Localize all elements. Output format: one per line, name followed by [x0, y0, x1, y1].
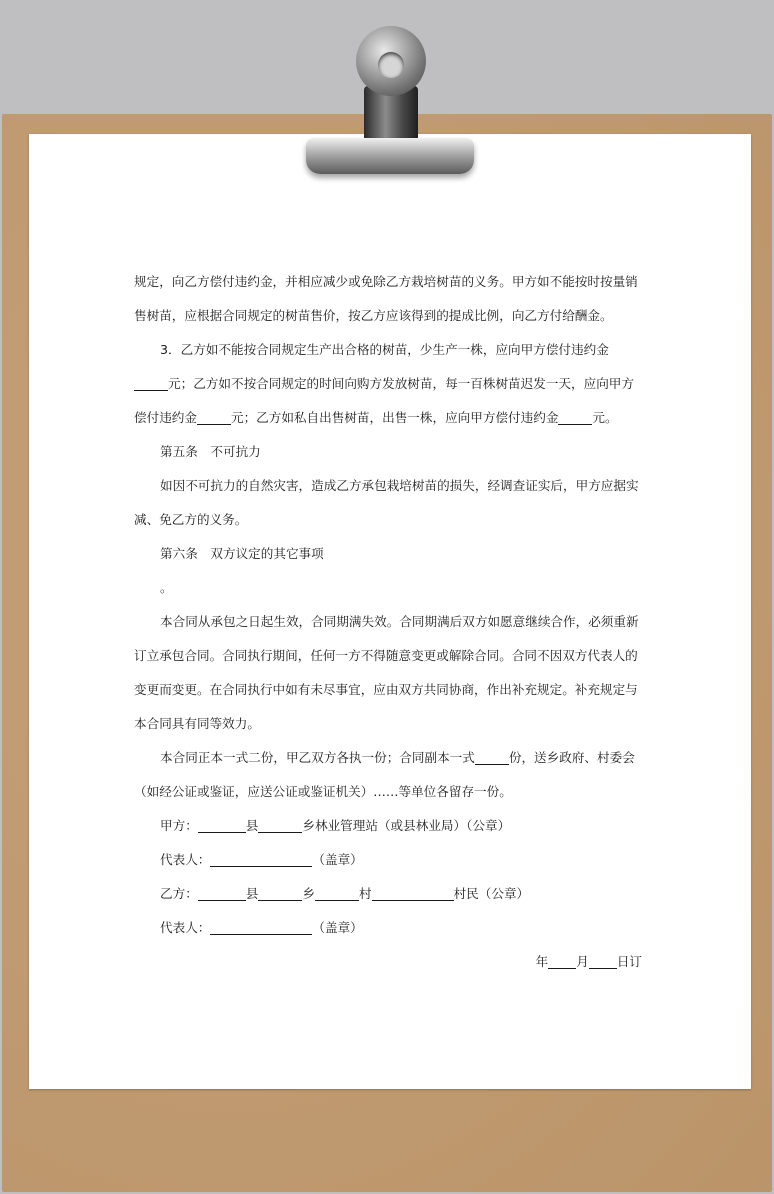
blank-line [198, 885, 246, 901]
blank-line [372, 885, 454, 901]
blank-line [197, 409, 231, 425]
blank-line [258, 885, 302, 901]
paragraph-copies: 本合同正本一式二份，甲乙双方各执一份；合同副本一式 份，送乡政府、村委会（如经公证或鉴证，应送公证或鉴证机关）……等单位各留存一份。 [134, 750, 635, 799]
date-line: 年 月 日订 [535, 954, 642, 969]
blank-line [548, 953, 576, 969]
binder-clip-icon [300, 26, 480, 178]
representative-a: 代表人： （盖章） [160, 852, 363, 867]
blank-line [315, 885, 359, 901]
signature-party-a: 甲方： 县 乡林业管理站（或县林业局）（公章） [160, 818, 511, 833]
document-body [134, 265, 642, 979]
blank-line [589, 953, 617, 969]
paragraph-other-matters: 。 [160, 580, 173, 595]
blank-line [210, 919, 312, 935]
heading-article-5: 第五条 不可抗力 [160, 444, 261, 459]
paragraph-effective: 本合同从承包之日起生效，合同期满失效。合同期满后双方如愿意继续合作，必须重新订立承包合同。合同执行期间，任何一方不得随意变更或解除合同。合同不因双方代表人的变更而变更。在合同执行中如有未尽事宜，应由双方共同协商，作出补充规定。补充规定与本合同具有同等效力。 [134, 614, 639, 731]
signature-party-b: 乙方： 县 乡 村 村民（公章） [160, 886, 530, 901]
blank-line [198, 817, 246, 833]
heading-article-6: 第六条 双方议定的其它事项 [160, 546, 324, 561]
paragraph-penalty-sales: 规定，向乙方偿付违约金，并相应减少或免除乙方栽培树苗的义务。甲方如不能按时按量销售树苗，应根据合同规定的树苗售价，按乙方应该得到的提成比例，向乙方付给酬金。 [134, 274, 638, 323]
blank-line [134, 375, 168, 391]
paragraph-penalty-seedlings: 3．乙方如不能按合同规定生产出合格的树苗，少生产一株，应向甲方偿付违约金元；乙方如不按合同规定的时间向购方发放树苗，每一百株树苗迟发一天，应向甲方偿付违约金 元；乙方如私自出售树苗，出售一株，应向甲方偿付违约金 元。 [134, 342, 634, 425]
blank-line [210, 851, 312, 867]
blank-line [558, 409, 592, 425]
blank-line [258, 817, 302, 833]
representative-b: 代表人： （盖章） [160, 920, 363, 935]
blank-line [475, 749, 509, 765]
paragraph-force-majeure: 如因不可抗力的自然灾害，造成乙方承包栽培树苗的损失，经调查证实后，甲方应据实减、免乙方的义务。 [134, 478, 639, 527]
